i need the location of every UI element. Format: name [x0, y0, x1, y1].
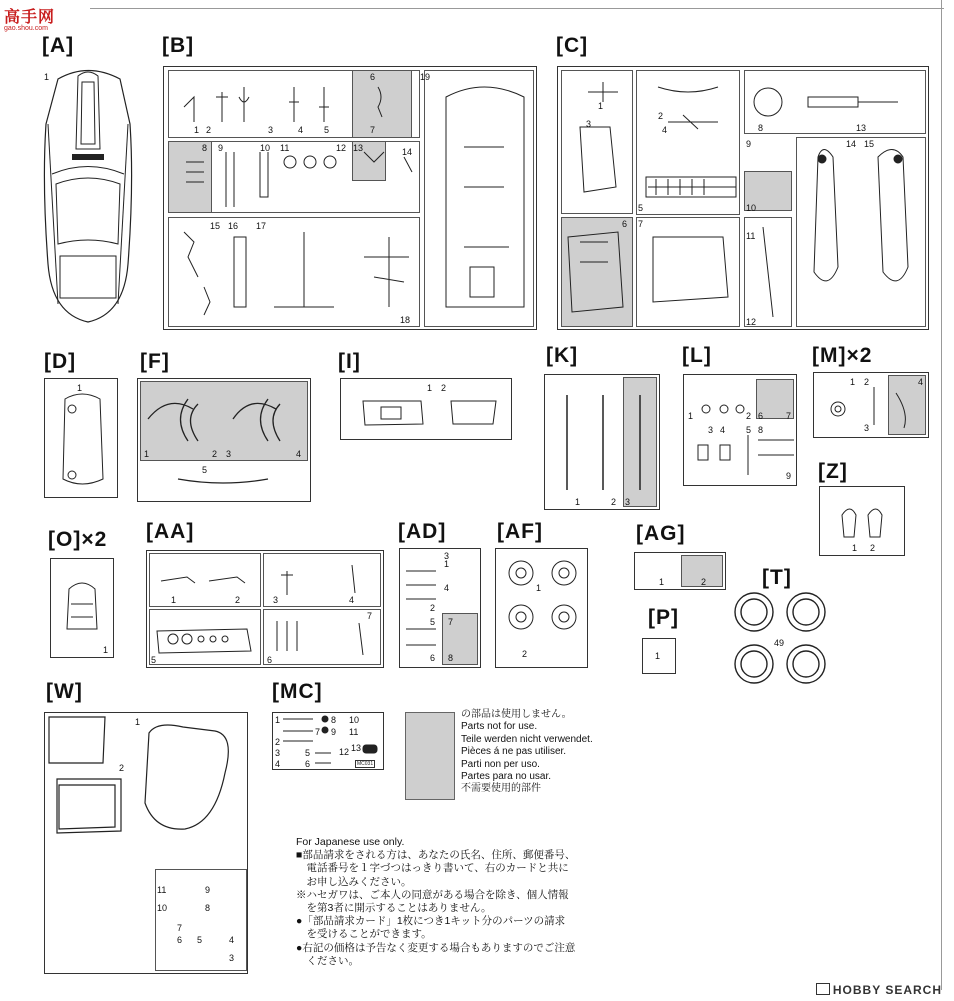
part-number: 10 — [349, 715, 360, 725]
note-line: ください。 — [296, 954, 359, 967]
part-number: 6 — [267, 655, 273, 665]
sprue-label-k: [K] — [546, 344, 579, 367]
part-number: 4 — [298, 125, 304, 135]
sprue-label-w: [W] — [46, 680, 83, 703]
site-logo — [4, 4, 74, 34]
sprue-label-mc: [MC] — [272, 680, 323, 703]
note-line: を受けることができます。 — [296, 928, 432, 941]
part-number: 15 — [864, 139, 875, 149]
part-number: 13 — [856, 123, 867, 133]
part-number: 3 — [864, 423, 870, 433]
part-number: 1 — [144, 449, 150, 459]
part-number: 6 — [430, 653, 436, 663]
sprue-ad-parts-drawing — [400, 549, 482, 669]
part-number: 1 — [575, 497, 581, 507]
part-number: 8 — [758, 123, 764, 133]
legend-line: Parts not for use. — [461, 721, 538, 733]
part-number: 4 — [349, 595, 355, 605]
part-number: 4 — [229, 935, 235, 945]
part-number: 2 — [658, 111, 664, 121]
part-number: 1 — [275, 715, 281, 725]
sprue-label-i: [I] — [338, 350, 361, 373]
sprue-label-aa: [AA] — [146, 520, 195, 543]
part-number: 12 — [746, 317, 757, 327]
part-number: 2 — [430, 603, 436, 613]
part-number: 3 — [444, 551, 450, 561]
part-number: 3 — [625, 497, 631, 507]
part-number: 2 — [206, 125, 212, 135]
part-number: 1 — [598, 101, 604, 111]
part-number: 6 — [177, 935, 183, 945]
page-top-rule — [90, 0, 944, 9]
part-number: 7 — [370, 125, 376, 135]
legend-line: Teile werden nicht verwendet. — [461, 733, 593, 745]
sprue-label-b: [B] — [162, 34, 195, 57]
part-number: 3 — [708, 425, 714, 435]
part-number: 4 — [662, 125, 668, 135]
legend-line: Pièces á ne pas utiliser. — [461, 746, 567, 758]
part-number: 7 — [786, 411, 792, 421]
part-number: 4 — [444, 583, 450, 593]
parts-request-note — [296, 836, 616, 968]
note-line: を第3者に開示することはありません。 — [296, 902, 492, 915]
sprue-mc-frame — [272, 712, 384, 770]
part-number: 6 — [622, 219, 628, 229]
part-number: 1 — [44, 72, 50, 82]
note-line: お申し込みください。 — [296, 875, 412, 888]
part-number: 15 — [210, 221, 221, 231]
sprue-d-frame — [44, 378, 118, 498]
sprue-c-frame — [557, 66, 929, 330]
note-line: ●右記の価格は予告なく変更する場合もありますのでご注意 — [296, 941, 576, 954]
legend-line: Parti non per uso. — [461, 758, 540, 770]
sprue-w-frame — [44, 712, 248, 974]
part-number: 7 — [448, 617, 454, 627]
part-number: 13 — [351, 743, 362, 753]
part-number: 1 — [194, 125, 200, 135]
part-number: 8 — [758, 425, 764, 435]
sprue-label-c: [C] — [556, 34, 589, 57]
sprue-label-a: [A] — [42, 34, 75, 57]
part-number: 8 — [202, 143, 208, 153]
windows-drawing — [45, 713, 249, 975]
part-number: 8 — [205, 903, 211, 913]
wheels-drawing — [496, 549, 589, 669]
part-number: 3 — [586, 119, 592, 129]
part-number: 14 — [402, 147, 413, 157]
body-shell-drawing — [38, 64, 138, 326]
part-number: 14 — [846, 139, 857, 149]
part-number: 7 — [367, 611, 373, 621]
legend-line: Partes para no usar. — [461, 771, 552, 783]
sprue-label-t: [T] — [762, 566, 792, 589]
sprue-ag-frame — [634, 552, 726, 590]
sprue-k-frame — [544, 374, 660, 510]
part-number: 9 — [746, 139, 752, 149]
part-number: 6 — [305, 759, 311, 769]
part-number: 10 — [157, 903, 168, 913]
part-number: 4 — [918, 377, 924, 387]
part-number: 12 — [339, 747, 350, 757]
part-number: 1 — [659, 577, 665, 587]
note-line: 電話番号を１字づつはっきり書いて、右のカードと共に — [296, 862, 569, 875]
note-line: For Japanese use only. — [296, 836, 405, 848]
part-number: 12 — [336, 143, 347, 153]
sprue-i-frame — [340, 378, 512, 440]
part-number: 7 — [638, 219, 644, 229]
sprue-i-parts-drawing — [341, 379, 513, 441]
sprue-label-d: [D] — [44, 350, 77, 373]
sprue-label-m: [M]×2 — [812, 344, 873, 367]
sprue-z-parts-drawing — [820, 487, 906, 557]
sprue-b-parts-drawing — [164, 67, 538, 331]
part-number: 5 — [151, 655, 157, 665]
sprue-label-l: [L] — [682, 344, 712, 367]
legend-line: の部品は使用しません。 — [461, 709, 572, 720]
part-number: 5 — [430, 617, 436, 627]
part-number: 2 — [701, 577, 707, 587]
part-number: 1 — [135, 717, 141, 727]
part-number: 2 — [441, 383, 447, 393]
sprue-label-ag: [AG] — [636, 522, 686, 545]
part-number: 11 — [280, 143, 290, 153]
sprue-af-frame — [495, 548, 588, 668]
note-line: ※ハセガワは、ご本人の同意がある場合を除き、個人情報 — [296, 888, 569, 901]
part-number: 5 — [197, 935, 203, 945]
trim-rails-drawing — [545, 375, 661, 511]
logo-text: 高手网 — [4, 7, 56, 26]
hobbysearch-watermark — [816, 983, 942, 997]
decal-sheet-drawing — [273, 713, 385, 771]
sprue-label-z: [Z] — [818, 460, 848, 483]
part-number: 9 — [331, 727, 337, 737]
sprue-b-frame — [163, 66, 537, 330]
part-number: 1 — [171, 595, 177, 605]
sprue-ad-frame — [399, 548, 481, 668]
sprue-label-af: [AF] — [497, 520, 543, 543]
part-number: 2 — [864, 377, 870, 387]
part-number: 2 — [212, 449, 218, 459]
part-number: 7 — [177, 923, 183, 933]
part-number: 11 — [349, 727, 359, 737]
part-number: 5 — [746, 425, 752, 435]
part-number: 1 — [850, 377, 856, 387]
hobbysearch-logo-icon — [816, 983, 830, 995]
fender-flares-drawing — [138, 379, 312, 503]
sprue-f-frame — [137, 378, 311, 502]
part-number: 5 — [324, 125, 330, 135]
part-number: 3 — [268, 125, 274, 135]
part-number: 4 — [275, 759, 281, 769]
part-number: 18 — [400, 315, 411, 325]
part-number: 3 — [226, 449, 232, 459]
part-number: 10 — [260, 143, 271, 153]
part-number: 9 — [218, 143, 224, 153]
sprue-l-frame — [683, 374, 797, 486]
part-number: 2 — [235, 595, 241, 605]
part-number: 6 — [758, 411, 764, 421]
part-number: 1 — [688, 411, 694, 421]
part-number: 1 — [852, 543, 858, 553]
part-number: 1 — [103, 645, 109, 655]
sprue-label-p: [P] — [648, 606, 679, 629]
decal-sheet-tag: MC031 — [357, 761, 374, 767]
part-number: 2 — [275, 737, 281, 747]
note-line: ■部品請求をされる方は、あなたの氏名、住所、郵便番号、 — [296, 849, 576, 862]
part-number: 17 — [256, 221, 267, 231]
sprue-aa-frame — [146, 550, 384, 668]
sprue-label-o: [O]×2 — [48, 528, 108, 551]
part-number: 8 — [448, 653, 454, 663]
watermark-text: HOBBY SEARCH — [832, 983, 942, 997]
part-number: 1 — [655, 651, 661, 661]
sprue-o-part-drawing — [51, 559, 115, 659]
part-number: 2 — [522, 649, 528, 659]
unused-parts-legend — [461, 709, 593, 796]
part-number: 4 — [296, 449, 302, 459]
dashboard-parts-drawing — [147, 551, 385, 669]
part-number: 49 — [774, 638, 785, 648]
sprue-m-parts-drawing — [814, 373, 930, 439]
part-number: 8 — [331, 715, 337, 725]
part-number: 5 — [305, 748, 311, 758]
part-number: 5 — [638, 203, 644, 213]
part-number: 13 — [353, 143, 364, 153]
part-number: 2 — [119, 763, 125, 773]
part-number: 4 — [720, 425, 726, 435]
part-number: 10 — [746, 203, 757, 213]
part-number: 3 — [229, 953, 235, 963]
part-number: 19 — [420, 72, 431, 82]
sprue-c-parts-drawing — [558, 67, 930, 331]
sprue-m-frame — [813, 372, 929, 438]
note-line: ●「部品請求カード」1枚につき1キット分のパーツの請求 — [296, 915, 566, 928]
sprue-l-parts-drawing — [684, 375, 798, 487]
part-number: 2 — [611, 497, 617, 507]
part-number: 11 — [746, 231, 756, 241]
sprue-label-f: [F] — [140, 350, 170, 373]
unused-parts-swatch — [405, 712, 455, 800]
sprue-p-frame — [642, 638, 676, 674]
part-number: 16 — [228, 221, 239, 231]
part-number: 6 — [370, 72, 376, 82]
part-number: 5 — [202, 465, 208, 475]
part-number: 11 — [157, 885, 167, 895]
part-number: 3 — [273, 595, 279, 605]
sprue-o-frame — [50, 558, 114, 658]
page-right-rule — [941, 0, 942, 990]
bumper-drawing — [45, 379, 119, 499]
part-number: 1 — [536, 583, 542, 593]
sprue-z-frame — [819, 486, 905, 556]
part-number: 3 — [275, 748, 281, 758]
part-number: 9 — [786, 471, 792, 481]
part-number: 1 — [427, 383, 433, 393]
part-number: 9 — [205, 885, 211, 895]
logo-url: gao.shou.com — [4, 25, 48, 32]
part-number: 1 — [444, 559, 450, 569]
legend-line: 不需要使用的部件 — [461, 783, 541, 795]
part-number: 2 — [746, 411, 752, 421]
part-number: 7 — [315, 727, 321, 737]
part-number: 2 — [870, 543, 876, 553]
sprue-label-ad: [AD] — [398, 520, 447, 543]
part-number: 1 — [77, 383, 83, 393]
